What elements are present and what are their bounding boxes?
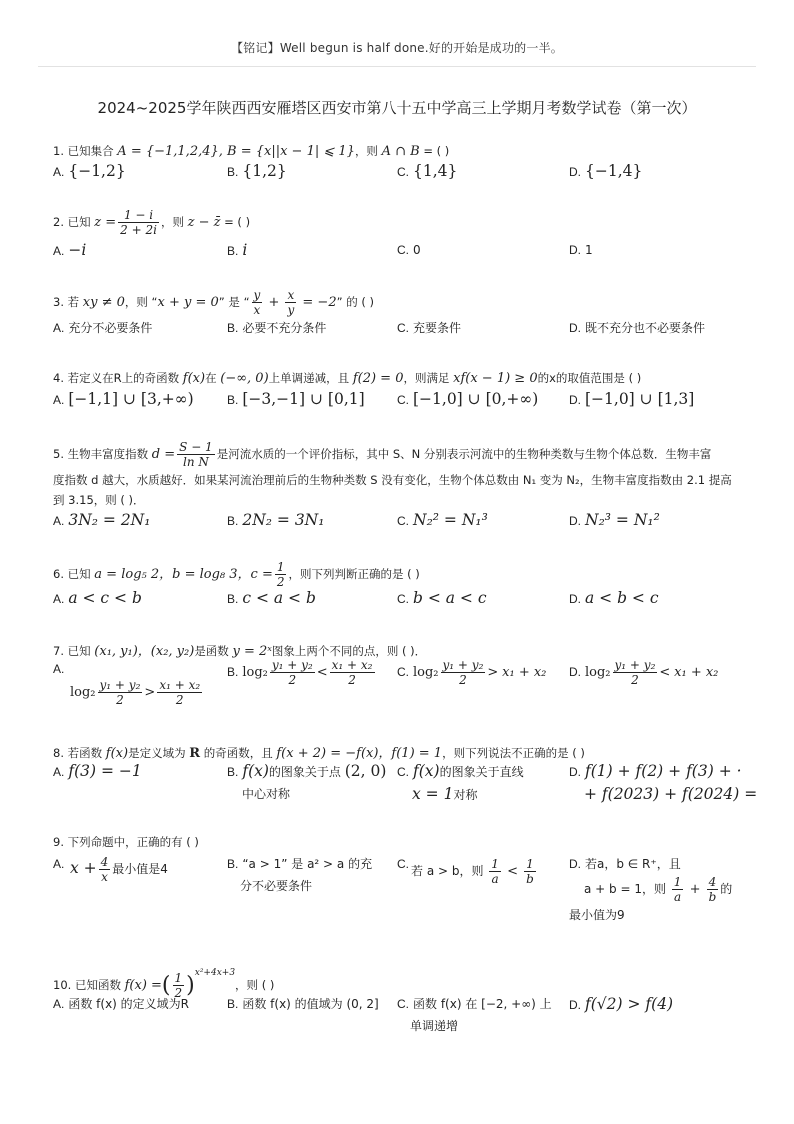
question-2-option-a: A. −i (53, 241, 87, 259)
question-3-stem: 3. 若 xy ≠ 0，则 “x + y = 0” 是 “ $\frac{y}{x}$ + $\frac{x}{y}$ = −2” 的 ( ) (53, 288, 374, 317)
question-4-option-b: B. [−3,−1] ∪ [0,1] (227, 390, 365, 408)
question-8-option-d: D. f(1) + f(2) + f(3) + · + f(2023) + f(2024) = (569, 762, 758, 803)
question-9-option-c-label: C. (397, 857, 409, 871)
question-5-stem-line-3: 到 3.15，则 ( )． (53, 493, 145, 507)
question-7-option-b: B. log₂ $\frac{\text{y₁ + y₂}}{2}$ < $\frac{\text{x₁ + x₂}}{2}$ (227, 658, 373, 687)
question-1-option-c: C. {1,4} (397, 162, 458, 180)
question-1-stem: 1. 已知集合 A = {−1,1,2,4}, B = {x||x − 1| ⩽ 1}，则 A ∩ B = ( ) (53, 144, 450, 159)
question-6-option-d: D. a < b < c (569, 589, 659, 607)
question-1-option-a: A. {−1,2} (53, 162, 126, 180)
question-6-option-b: B. c < a < b (227, 589, 316, 607)
question-9-stem: 9. 下列命题中，正确的有 ( ) (53, 835, 199, 849)
question-5-option-c: C. N₂² = N₁³ (397, 511, 488, 529)
question-2-option-c: C. 0 (397, 243, 421, 257)
question-6-stem: 6. 已知 a = log₅ 2，b = log₈ 3，c = $\frac{1}{2}$ ，则下列判断正确的是 ( ) (53, 560, 420, 589)
question-5-option-d: D. N₂³ = N₁² (569, 511, 660, 529)
question-3-option-a: A. 充分不必要条件 (53, 321, 153, 335)
question-5-stem-line-2: 度指数 d 越大，水质越好．如果某河流治理前后的生物种类数 S 没有变化，生物个体总数由 N₁ 变为 N₂，生物丰富度指数由 2.1 提高 (53, 473, 732, 487)
question-5-option-a: A. 3N₂ = 2N₁ (53, 511, 151, 529)
question-8-option-c: C. f(x)的图象关于直线 x = 1对称 (397, 762, 524, 803)
header-divider (38, 66, 756, 67)
question-7-option-a-label: A. (53, 662, 65, 676)
question-4-option-d: D. [−1,0] ∪ [1,3] (569, 390, 695, 408)
question-7-option-a: log₂ $\frac{\text{y₁ + y₂}}{2}$ > $\frac{\text{x₁ + x₂}}{2}$ (70, 678, 201, 707)
question-3-option-d: D. 既不充分也不必要条件 (569, 321, 706, 335)
question-8-option-a: A. f(3) = −1 (53, 762, 142, 780)
question-9-option-c: 若 a > b，则 $\frac{1}{a}$ < $\frac{1}{b}$ (411, 857, 534, 886)
question-10-option-a: A. 函数 f(x) 的定义域为R (53, 997, 190, 1011)
question-4-option-c: C. [−1,0] ∪ [0,+∞) (397, 390, 539, 408)
question-6-option-c: C. b < a < c (397, 589, 487, 607)
question-3-option-c: C. 充要条件 (397, 321, 462, 335)
question-7-option-d: D. log₂ $\frac{\text{y₁ + y₂}}{2}$ < x₁ + x₂ (569, 658, 719, 687)
question-1-option-d: D. {−1,4} (569, 162, 643, 180)
question-9-option-b: B. “a > 1” 是 a² > a 的充 分不必要条件 (227, 857, 373, 893)
question-7-option-c: C. log₂ $\frac{\text{y₁ + y₂}}{2}$ > x₁ + x₂ (397, 658, 547, 687)
question-9-option-a: x + $\frac{4}{x}$ 最小值是4 (70, 855, 168, 884)
question-10-option-d: D. f(√2) > f(4) (569, 995, 674, 1013)
question-9-option-a-label: A. (53, 857, 65, 871)
question-5-stem-line-1: 5. 生物丰富度指数 d = $\frac{S - 1}{\text{ln N}}$ 是河流水质的一个评价指标，其中 S、N 分别表示河流中的生物种类数与生物个体总数．生物丰富 (53, 440, 712, 469)
question-8-option-b: B. f(x)的图象关于点 (2, 0) 中心对称 (227, 762, 387, 801)
question-2-stem: 2. 已知 z = $\frac{1 - i}{2 + 2i}$ ，则 z − z̄ = ( ) (53, 208, 251, 237)
question-10-stem: 10. 已知函数 f(x) =( $\frac{1}{2}$ )$^{x^2+4x+3}$，则 ( ) (53, 968, 275, 1000)
question-5-option-b: B. 2N₂ = 3N₁ (227, 511, 325, 529)
question-4-stem: 4. 若定义在R上的奇函数 f(x)在 (−∞, 0)上单调递减，且 f(2) = 0，则满足 xf(x − 1) ≥ 0的x的取值范围是 ( ) (53, 371, 642, 386)
question-6-option-a: A. a < c < b (53, 589, 142, 607)
question-9-option-d: D. 若a，b ∈ R⁺，且 a + b = 1，则 $\frac{1}{a}$ + $\frac{4}{b}$ 的 最小值为9 (569, 857, 733, 922)
question-7-stem: 7. 已知 (x₁, y₁)，(x₂, y₂)是函数 y = 2ˣ图象上两个不同的点，则 ( )． (53, 644, 427, 659)
page-motto: 【铭记】Well begun is half done.好的开始是成功的一半。 (231, 41, 563, 55)
question-10-option-c: C. 函数 f(x) 在 [−2, +∞) 上 单调递增 (397, 997, 552, 1033)
question-4-option-a: A. [−1,1] ∪ [3,+∞) (53, 390, 194, 408)
question-2-option-d: D. 1 (569, 243, 593, 257)
question-3-option-b: B. 必要不充分条件 (227, 321, 327, 335)
question-10-option-b: B. 函数 f(x) 的值域为 (0, 2] (227, 997, 379, 1011)
question-2-option-b: B. i (227, 241, 248, 259)
exam-title: 2024~2025学年陕西西安雁塔区西安市第八十五中学高三上学期月考数学试卷（第一次） (97, 99, 697, 117)
question-1-option-b: B. {1,2} (227, 162, 287, 180)
question-8-stem: 8. 若函数 f(x)是定义域为 R 的奇函数，且 f(x + 2) = −f(x)，f(1) = 1，则下列说法不正确的是 ( ) (53, 746, 585, 761)
